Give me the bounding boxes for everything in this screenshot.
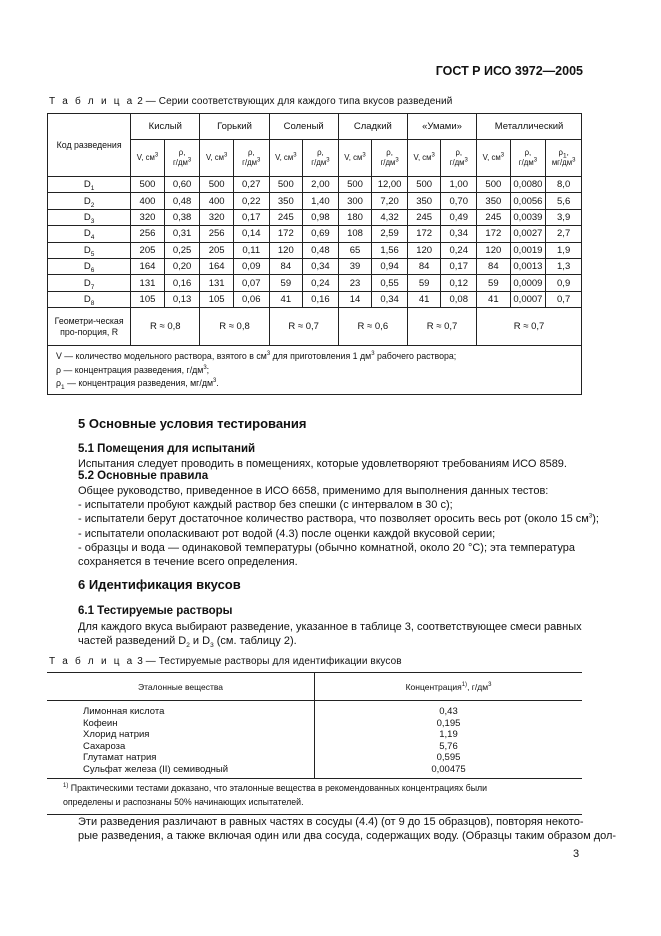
table2-note-v: V — количество модельного раствора, взятого в $см^3$ для приготовления 1 $дм^3$ рабочего раствора;: [56, 351, 457, 362]
table-cell: 0,24: [303, 275, 339, 291]
table-cell: 0,17: [441, 258, 477, 274]
table-cell: 0,16: [303, 291, 339, 307]
table2-caption-prefix: Т а б л и ц а: [49, 96, 135, 107]
table3-header-substances: Эталонные вещества: [47, 673, 315, 701]
section61-text: [78, 620, 583, 648]
table2-group-umami: «Умами»: [407, 114, 476, 140]
table-cell: 8,0: [546, 177, 582, 193]
table-cell: 500: [338, 177, 372, 193]
table-row: [48, 209, 582, 225]
table-cell: 320: [131, 209, 165, 225]
table-cell: 65: [338, 242, 372, 258]
table-row: [47, 718, 582, 730]
concentration-value: 0,595: [436, 752, 461, 763]
table-cell: 131: [200, 275, 234, 291]
section61-title: 6.1 Тестируемые растворы: [78, 605, 233, 617]
table-cell: 0,38: [164, 209, 200, 225]
table-cell: 108: [338, 226, 372, 242]
table-cell: 0,0027: [510, 226, 546, 242]
table-row: [48, 226, 582, 242]
table-cell: 1,40: [303, 193, 339, 209]
unit-volume-header: V, $см^3$: [407, 140, 441, 177]
closing-line: рые разведения, а также включая один или два сосуда, содержащих воду. (Образцы таким образом дол-: [78, 830, 617, 843]
geometric-ratio: R ≈ 0,8: [200, 308, 269, 346]
table-cell: 0,0009: [510, 275, 546, 291]
table-row: [48, 258, 582, 274]
table-cell: 0,34: [372, 291, 408, 307]
table-cell: 41: [477, 291, 511, 307]
section52-line: - испытатели пробуют каждый раствор без спешки (с интервалом в 30 с);: [78, 499, 453, 512]
unit-rho-header: ρ, $г/дм^3$: [233, 140, 269, 177]
table-cell: 0,09: [233, 258, 269, 274]
table-cell: 300: [338, 193, 372, 209]
unit-rho1-header: $\rho_1$, $мг/дм^3$: [546, 140, 582, 177]
table-cell: 172: [269, 226, 303, 242]
reference-substance: Хлорид натрия: [47, 729, 315, 741]
table-cell: 500: [131, 177, 165, 193]
table-cell: 172: [407, 226, 441, 242]
table-cell: 400: [131, 193, 165, 209]
unit-rho-header: ρ, $г/дм^3$: [441, 140, 477, 177]
table2: [47, 113, 582, 395]
table-cell: 0,9: [546, 275, 582, 291]
table-cell: 0,70: [441, 193, 477, 209]
table-cell: 320: [200, 209, 234, 225]
table-row: [47, 752, 582, 764]
table2-group-salty: Соленый: [269, 114, 338, 140]
table3-caption-text: 3 — Тестируемые растворы для идентификации вкусов: [134, 656, 402, 667]
geometric-ratio: R ≈ 0,8: [131, 308, 200, 346]
table-cell: 0,13: [164, 291, 200, 307]
table2-caption: [49, 96, 452, 107]
table-cell: 23: [338, 275, 372, 291]
geometric-ratio: R ≈ 0,7: [269, 308, 338, 346]
table-cell: 500: [407, 177, 441, 193]
table3-body: [47, 701, 582, 779]
table-cell: 3,9: [546, 209, 582, 225]
table2-geometric-row: [48, 308, 582, 346]
table-cell: 0,0019: [510, 242, 546, 258]
table-cell: 256: [131, 226, 165, 242]
reference-substance: Глутамат натрия: [47, 752, 315, 764]
section5-title: 5 Основные условия тестирования: [78, 416, 307, 431]
section51-title: 5.1 Помещения для испытаний: [78, 443, 256, 455]
table-cell: 180: [338, 209, 372, 225]
section52-line: - образцы и вода — одинаковой температуры (обычно комнатной, около 20 °С); эта температура: [78, 541, 575, 554]
table3-caption: [49, 656, 402, 667]
section52-line: - испытатели берут достаточное количество раствора, что позволяет оросить весь рот (около 15 $см^3$);: [78, 513, 599, 526]
table-cell: 245: [477, 209, 511, 225]
table-cell: 59: [477, 275, 511, 291]
table-cell: 12,00: [372, 177, 408, 193]
table-cell: 0,16: [164, 275, 200, 291]
dilution-code: $D_1$: [48, 177, 131, 193]
concentration-value: 0,00475: [431, 763, 466, 775]
table-cell: 0,12: [441, 275, 477, 291]
table-cell: 41: [269, 291, 303, 307]
table2-note-rho1: $\rho_1$ — концентрация разведения, $мг/дм^3$.: [56, 378, 219, 391]
page-number: 3: [573, 848, 580, 860]
dilution-code: $D_4$: [48, 226, 131, 242]
dilution-code: $D_7$: [48, 275, 131, 291]
table-cell: 0,0039: [510, 209, 546, 225]
table-cell: 105: [200, 291, 234, 307]
table-cell: 164: [131, 258, 165, 274]
table-cell: 0,27: [233, 177, 269, 193]
table-row: [47, 729, 582, 741]
table-cell: 120: [407, 242, 441, 258]
section52-line: - испытатели ополаскивают рот водой (4.3) после оценки каждой вкусовой серии;: [78, 527, 496, 540]
unit-rho-header: ρ, $г/дм^3$: [303, 140, 339, 177]
table-cell: 0,0080: [510, 177, 546, 193]
unit-rho-header: ρ, $г/дм^3$: [164, 140, 200, 177]
table-cell: 0,17: [233, 209, 269, 225]
table-cell: 0,25: [164, 242, 200, 258]
table-cell: 350: [269, 193, 303, 209]
section52-title: 5.2 Основные правила: [78, 470, 209, 482]
table-cell: 120: [269, 242, 303, 258]
geometric-ratio: R ≈ 0,7: [477, 308, 582, 346]
table-cell: 0,7: [546, 291, 582, 307]
closing-paragraph: [78, 815, 617, 843]
table-cell: 245: [269, 209, 303, 225]
section61-line: Для каждого вкуса выбирают разведение, указанное в таблице 3, соответствующее смеси равных: [78, 621, 582, 633]
table-cell: 7,20: [372, 193, 408, 209]
closing-line: Эти разведения различают в равных частях в сосуды (4.4) (от 9 до 15 образцов), повторяя некото-: [78, 816, 584, 828]
reference-substance: Сульфат железа (II) семиводный: [47, 764, 315, 779]
table-cell: 120: [477, 242, 511, 258]
dilution-code: $D_2$: [48, 193, 131, 209]
table-cell: 0,60: [164, 177, 200, 193]
section52-text: [78, 484, 599, 569]
table-cell: 0,0056: [510, 193, 546, 209]
table-cell: 0,11: [233, 242, 269, 258]
concentration-value: 1,19: [439, 729, 458, 740]
table-cell: 0,34: [303, 258, 339, 274]
table-cell: 205: [200, 242, 234, 258]
geometric-ratio: R ≈ 0,7: [407, 308, 476, 346]
table-cell: 0,31: [164, 226, 200, 242]
table2-body: [48, 177, 582, 308]
section51-text: Испытания следует проводить в помещениях, которые удовлетворяют требованиям ИСО 8589.: [78, 458, 567, 470]
table-row: [48, 177, 582, 193]
unit-volume-header: V, $см^3$: [131, 140, 165, 177]
dilution-code: $D_3$: [48, 209, 131, 225]
table-row: [47, 701, 582, 718]
table-cell: 0,48: [303, 242, 339, 258]
table-cell: 0,69: [303, 226, 339, 242]
table-cell: 500: [477, 177, 511, 193]
table-cell: 0,07: [233, 275, 269, 291]
table-cell: 39: [338, 258, 372, 274]
reference-substance: Лимонная кислота: [47, 701, 315, 718]
unit-rho-header: ρ, $г/дм^3$: [372, 140, 408, 177]
table-cell: 245: [407, 209, 441, 225]
table-cell: 0,55: [372, 275, 408, 291]
section6-title: 6 Идентификация вкусов: [78, 577, 241, 592]
section52-line: сохраняется в течение всего определения.: [78, 556, 298, 569]
table2-group-bitter: Горький: [200, 114, 269, 140]
table-cell: 350: [407, 193, 441, 209]
table-cell: 0,22: [233, 193, 269, 209]
table-cell: 0,49: [441, 209, 477, 225]
geometric-ratio: R ≈ 0,6: [338, 308, 407, 346]
unit-rho-header: ρ, $г/дм^3$: [510, 140, 546, 177]
table2-code-header: Код разведения: [48, 114, 131, 177]
table-cell: 256: [200, 226, 234, 242]
table-row: [47, 741, 582, 753]
table-cell: 164: [200, 258, 234, 274]
table-cell: 2,7: [546, 226, 582, 242]
unit-volume-header: V, $см^3$: [200, 140, 234, 177]
dilution-code: $D_5$: [48, 242, 131, 258]
concentration-value: 0,43: [439, 706, 458, 717]
table-cell: 84: [407, 258, 441, 274]
table-cell: 59: [407, 275, 441, 291]
table-cell: 205: [131, 242, 165, 258]
dilution-code: $D_6$: [48, 258, 131, 274]
table-cell: 0,34: [441, 226, 477, 242]
table-cell: 400: [200, 193, 234, 209]
concentration-value: 5,76: [439, 740, 458, 752]
table-cell: 0,08: [441, 291, 477, 307]
table-cell: 1,56: [372, 242, 408, 258]
document-code: ГОСТ Р ИСО 3972—2005: [435, 64, 583, 78]
table-cell: 350: [477, 193, 511, 209]
section52-line: Общее руководство, приведенное в ИСО 6658, применимо для выполнения данных тестов:: [78, 485, 549, 497]
table2-group-sour: Кислый: [131, 114, 200, 140]
table-cell: 105: [131, 291, 165, 307]
table-cell: 0,24: [441, 242, 477, 258]
table-cell: 131: [131, 275, 165, 291]
reference-substance: Кофеин: [47, 718, 315, 730]
table-cell: 41: [407, 291, 441, 307]
table2-geometric-label: Геометри-ческая про-порция, R: [48, 308, 131, 346]
table-cell: 0,48: [164, 193, 200, 209]
table3-caption-prefix: Т а б л и ц а: [49, 656, 135, 667]
unit-volume-header: V, $см^3$: [477, 140, 511, 177]
table-row: [47, 764, 582, 779]
table-cell: 0,98: [303, 209, 339, 225]
table-row: [48, 193, 582, 209]
table-cell: 0,06: [233, 291, 269, 307]
table-cell: 59: [269, 275, 303, 291]
table-cell: 500: [269, 177, 303, 193]
table-cell: 0,14: [233, 226, 269, 242]
table3-header-concentration: Концентрация$^{1)}$, $г/дм^3$: [315, 673, 583, 701]
table-cell: 2,00: [303, 177, 339, 193]
table-row: [48, 242, 582, 258]
table-cell: 0,0007: [510, 291, 546, 307]
table-cell: 84: [269, 258, 303, 274]
dilution-code: $D_8$: [48, 291, 131, 307]
table-row: [48, 291, 582, 307]
table-cell: 84: [477, 258, 511, 274]
table-cell: 0,94: [372, 258, 408, 274]
table-cell: 2,59: [372, 226, 408, 242]
table-cell: 5,6: [546, 193, 582, 209]
table-cell: 500: [200, 177, 234, 193]
table-cell: 0,0013: [510, 258, 546, 274]
concentration-value: 0,195: [436, 717, 461, 729]
table3: [47, 672, 582, 815]
unit-volume-header: V, $см^3$: [269, 140, 303, 177]
table-cell: 14: [338, 291, 372, 307]
table-cell: 1,3: [546, 258, 582, 274]
table-cell: 1,00: [441, 177, 477, 193]
table-cell: 1,9: [546, 242, 582, 258]
section61-line: частей разведений $D_2$ и $D_3$ (см. таблицу 2).: [78, 635, 297, 650]
table-cell: 172: [477, 226, 511, 242]
table-row: [48, 275, 582, 291]
table2-caption-text: 2 — Серии соответствующих для каждого типа вкусов разведений: [134, 96, 453, 107]
unit-volume-header: V, $см^3$: [338, 140, 372, 177]
table3-footnote: $^{1)}$ Практическими тестами доказано, что эталонные вещества в рекомендованных концентрациях были определены и распознаны 50% начинающих испытателей.: [47, 779, 582, 815]
table2-note-rho: ρ — концентрация разведения, $г/дм^3$;: [56, 364, 210, 375]
table-cell: 4,32: [372, 209, 408, 225]
table-cell: 0,20: [164, 258, 200, 274]
table2-group-sweet: Сладкий: [338, 114, 407, 140]
table2-group-metallic: Металлический: [477, 114, 582, 140]
reference-substance: Сахароза: [47, 741, 315, 753]
table2-notes: [48, 346, 582, 395]
